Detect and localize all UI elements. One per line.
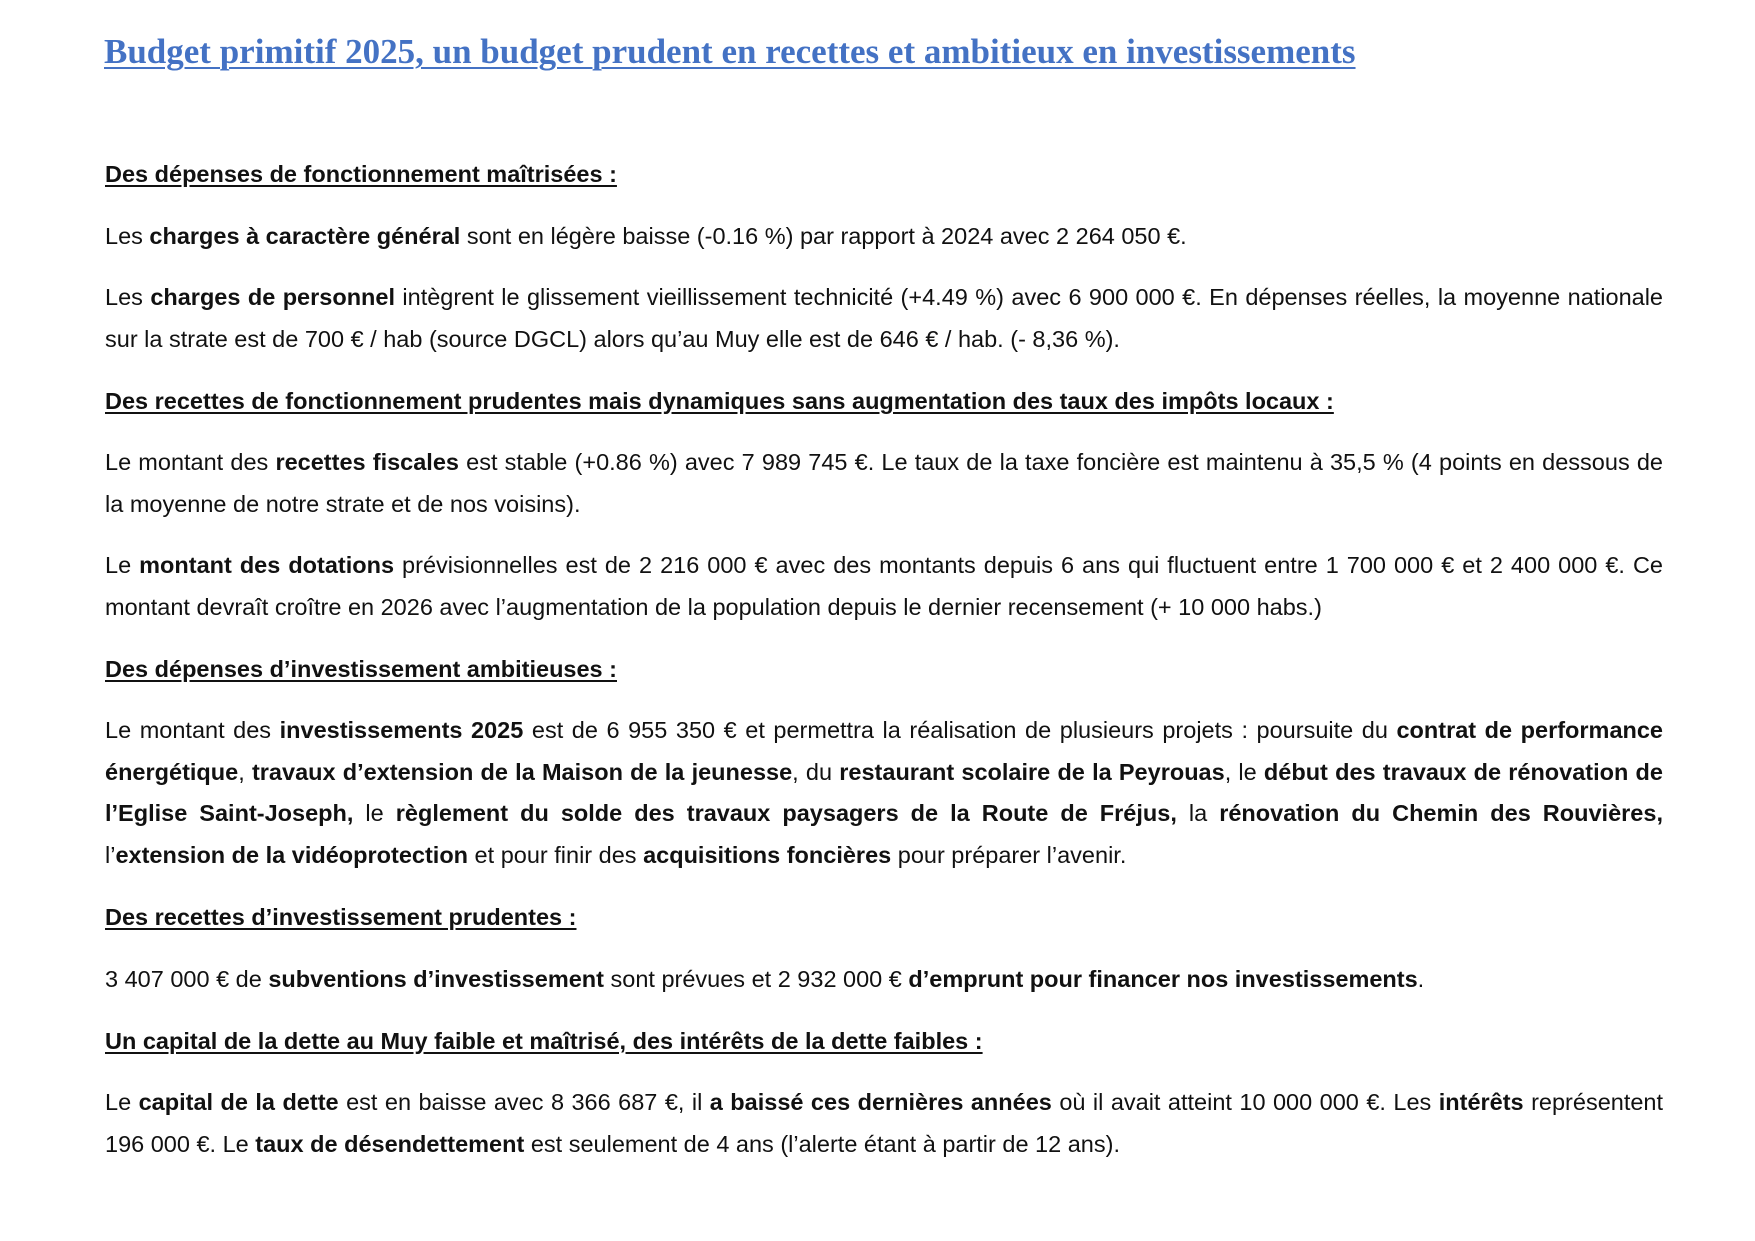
bold-run: recettes fiscales [275, 449, 459, 475]
text-run: Le [105, 1089, 139, 1115]
bold-run: charges à caractère général [149, 223, 461, 249]
text-run: sont prévues et 2 932 000 € [603, 966, 909, 992]
paragraph-montant-dotations [105, 545, 1663, 628]
bold-run: extension de la vidéoprotection [115, 841, 469, 868]
text-run: sont en légère baisse (-0.16 %) par rapport à 2024 avec 2 264 050 €. [460, 223, 1187, 249]
text-run: 3 407 000 € de [105, 966, 269, 992]
text-run: . [1417, 966, 1425, 992]
bold-run: montant des dotations [139, 552, 395, 578]
section-heading-recettes-investissement: Des recettes d’investissement prudentes : [105, 904, 577, 930]
bold-run: a baissé ces dernières années [709, 1089, 1052, 1115]
text-run: et pour finir des [468, 841, 644, 868]
bold-run: acquisitions foncières [643, 841, 892, 868]
text-run: représentent 196 000 €. Le [105, 1089, 1664, 1157]
text-run: la [1176, 800, 1220, 826]
text-run: est stable (+0.86 %) avec 7 989 745 €. Le taux de la taxe foncière est maintenu à 35,5 % (4 points en dessous de la moyenne de notre strate et de nos voisins). [105, 449, 1663, 517]
text-run: intègrent le glissement vieillissement technicité (+4.49 %) avec 6 900 000 €. En dépenses réelles, la moyenne nationale sur la strate est de 700 € / hab (source DGCL) alors qu’au Muy elle est de 646 € / hab. (- 8,36 %). [105, 284, 1664, 352]
text-run: Le montant des [105, 449, 276, 475]
section-heading-capital-dette: Un capital de la dette au Muy faible et maîtrisé, des intérêts de la dette faibles : [105, 1028, 983, 1054]
bold-run: travaux d’extension de la Maison de la jeunesse [251, 758, 793, 785]
text-run: , du [792, 758, 840, 785]
bold-run: subventions d’investissement [268, 966, 604, 992]
text-run: où il avait atteint 10 000 000 €. Les [1051, 1089, 1439, 1115]
text-run: Les [105, 223, 150, 249]
bold-run: début des travaux de rénovation de l’Eglise Saint-Joseph, [105, 758, 1663, 826]
text-run: l’ [105, 841, 116, 868]
text-run: est seulement de 4 ans (l’alerte étant à partir de 12 ans). [524, 1130, 1120, 1157]
text-run: , le [1224, 758, 1264, 785]
text-run: , [238, 758, 252, 785]
paragraph-charges-personnel [105, 277, 1663, 360]
paragraph-subventions-emprunt [105, 958, 1663, 1000]
text-run: Les [105, 284, 151, 310]
text-run: le [353, 800, 396, 826]
text-run: pour préparer l’avenir. [891, 841, 1127, 868]
bold-run: charges de personnel [150, 284, 395, 310]
bold-run: restaurant scolaire de la Peyrouas [839, 758, 1225, 785]
section-heading-depenses-investissement: Des dépenses d’investissement ambitieuses : [105, 656, 617, 682]
bold-run: capital de la dette [138, 1089, 339, 1115]
paragraph-charges-caractere-general [105, 215, 1663, 257]
paragraph-investissements-2025 [105, 710, 1663, 876]
text-run: prévisionnelles est de 2 216 000 € avec des montants depuis 6 ans qui fluctuent entre 1 700 000 € et 2 400 000 €. Ce montant devraît croître en 2026 avec l’augmentation de la population depuis le dernier recensement (+ 10 000 habs.) [105, 552, 1663, 620]
paragraph-recettes-fiscales [105, 442, 1663, 525]
text-run: Le [105, 552, 140, 578]
text-run: Le montant des [105, 717, 280, 743]
document-body [105, 153, 1663, 1185]
paragraph-capital-dette [105, 1082, 1663, 1165]
bold-run: intérêts [1438, 1089, 1524, 1115]
bold-run: investissements 2025 [279, 717, 524, 743]
bold-run: rénovation du Chemin des Rouvières, [1219, 800, 1663, 826]
bold-run: taux de désendettement [255, 1130, 525, 1157]
bold-run: règlement du solde des travaux paysagers de la Route de Fréjus, [395, 800, 1177, 826]
section-heading-depenses-fonctionnement: Des dépenses de fonctionnement maîtrisées : [105, 161, 617, 187]
document-title: Budget primitif 2025, un budget prudent en recettes et ambitieux en investissements [104, 32, 1356, 71]
section-heading-recettes-fonctionnement: Des recettes de fonctionnement prudentes mais dynamiques sans augmentation des taux des impôts locaux : [105, 388, 1334, 414]
bold-run: contrat de performance énergétique [105, 717, 1664, 785]
text-run: est de 6 955 350 € et permettra la réalisation de plusieurs projets : poursuite du [523, 717, 1397, 743]
bold-run: d’emprunt pour financer nos investissements [908, 966, 1418, 992]
text-run: est en baisse avec 8 366 687 €, il [338, 1089, 710, 1115]
